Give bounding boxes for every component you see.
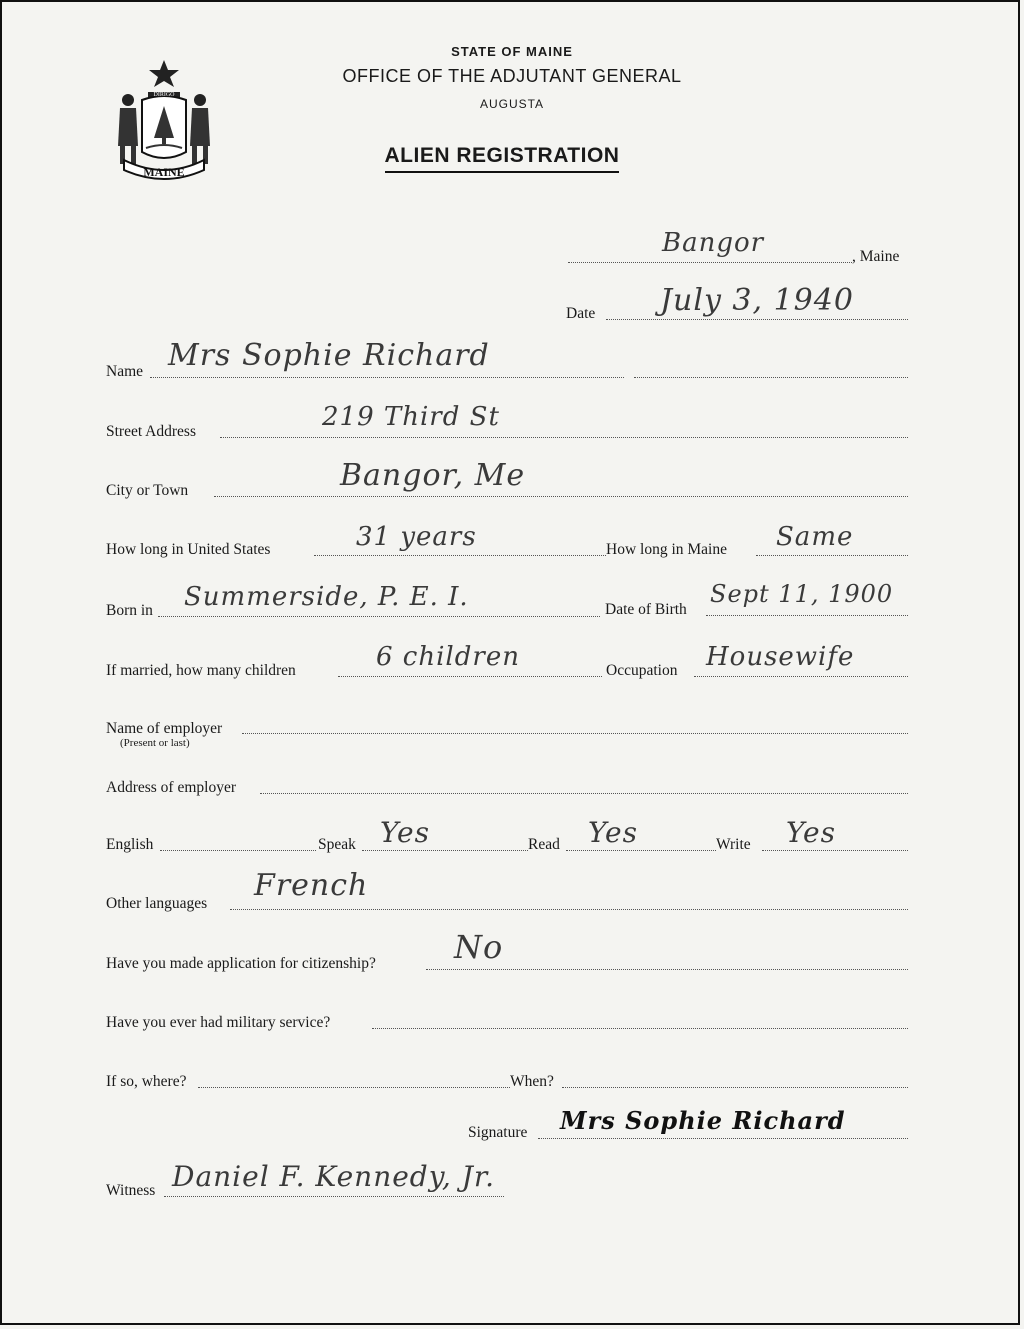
write-value: Yes xyxy=(786,816,836,849)
signature-value: Mrs Sophie Richard xyxy=(560,1106,846,1135)
form-title: ALIEN REGISTRATION xyxy=(385,144,620,173)
born-in-label: Born in xyxy=(106,602,153,619)
signature-line[interactable] xyxy=(538,1138,908,1139)
military-line[interactable] xyxy=(372,1028,908,1029)
city-line[interactable] xyxy=(214,496,908,497)
seal-label: MAINE xyxy=(143,165,185,179)
employer-address-line[interactable] xyxy=(260,793,908,794)
witness-label: Witness xyxy=(106,1182,156,1199)
employer-address-label: Address of employer xyxy=(106,779,236,796)
born-in-line[interactable] xyxy=(158,616,600,617)
city-value: Bangor, Me xyxy=(340,458,526,493)
street-line[interactable] xyxy=(220,437,908,438)
how-long-us-line[interactable] xyxy=(314,555,606,556)
street-value: 219 Third St xyxy=(322,402,500,432)
name-line[interactable] xyxy=(150,377,624,378)
date-of-birth-value: Sept 11, 1900 xyxy=(710,580,894,608)
military-label: Have you ever had military service? xyxy=(106,1014,331,1031)
citizenship-value: No xyxy=(454,928,504,966)
occupation-label: Occupation xyxy=(606,662,678,679)
signature-label: Signature xyxy=(468,1124,528,1141)
where-line[interactable] xyxy=(198,1087,510,1088)
english-line[interactable] xyxy=(160,850,316,851)
name-label: Name xyxy=(106,363,144,380)
form-title-wrap xyxy=(0,144,1024,173)
speak-line[interactable] xyxy=(362,850,528,851)
header-state: STATE OF MAINE xyxy=(451,44,573,59)
witness-value: Daniel F. Kennedy, Jr. xyxy=(172,1160,496,1193)
town-line[interactable] xyxy=(568,262,852,263)
date-line[interactable] xyxy=(606,319,908,320)
how-long-maine-label: How long in Maine xyxy=(606,541,727,558)
other-languages-line[interactable] xyxy=(230,909,908,910)
witness-line[interactable] xyxy=(164,1196,504,1197)
city-label: City or Town xyxy=(106,482,189,499)
employer-sublabel: (Present or last) xyxy=(120,737,190,749)
maine-label: , Maine xyxy=(852,248,900,265)
english-label: English xyxy=(106,836,154,853)
seal-motto: DIRIGO xyxy=(153,92,175,98)
speak-label: Speak xyxy=(318,836,356,853)
street-label: Street Address xyxy=(106,423,196,440)
children-label: If married, how many children xyxy=(106,662,296,679)
date-of-birth-label: Date of Birth xyxy=(605,601,687,618)
read-label: Read xyxy=(528,836,560,853)
write-line[interactable] xyxy=(762,850,908,851)
how-long-us-value: 31 years xyxy=(356,522,477,552)
where-label: If so, where? xyxy=(106,1073,187,1090)
header-office: OFFICE OF THE ADJUTANT GENERAL xyxy=(342,66,682,86)
other-languages-value: French xyxy=(254,868,369,903)
citizenship-line[interactable] xyxy=(426,969,908,970)
when-line[interactable] xyxy=(562,1087,908,1088)
employer-label: Name of employer xyxy=(106,720,223,737)
children-value: 6 children xyxy=(376,642,520,672)
read-line[interactable] xyxy=(566,850,716,851)
occupation-line[interactable] xyxy=(694,676,908,677)
other-languages-label: Other languages xyxy=(106,895,208,912)
date-of-birth-line[interactable] xyxy=(706,615,908,616)
name-line-2[interactable] xyxy=(634,377,908,378)
header-city: AUGUSTA xyxy=(479,97,545,111)
how-long-maine-line[interactable] xyxy=(756,555,908,556)
how-long-maine-value: Same xyxy=(776,522,854,552)
employer-line[interactable] xyxy=(242,733,908,734)
born-in-value: Summerside, P. E. I. xyxy=(184,582,469,612)
date-label: Date xyxy=(566,305,596,322)
town-value: Bangor xyxy=(662,228,765,258)
read-value: Yes xyxy=(588,816,638,849)
date-value: July 3, 1940 xyxy=(660,283,854,318)
occupation-value: Housewife xyxy=(706,642,855,672)
name-value: Mrs Sophie Richard xyxy=(168,338,490,373)
how-long-us-label: How long in United States xyxy=(106,541,271,558)
children-line[interactable] xyxy=(338,676,602,677)
when-label: When? xyxy=(510,1073,554,1090)
citizenship-label: Have you made application for citizenship? xyxy=(106,955,376,972)
speak-value: Yes xyxy=(380,816,430,849)
write-label: Write xyxy=(716,836,751,853)
